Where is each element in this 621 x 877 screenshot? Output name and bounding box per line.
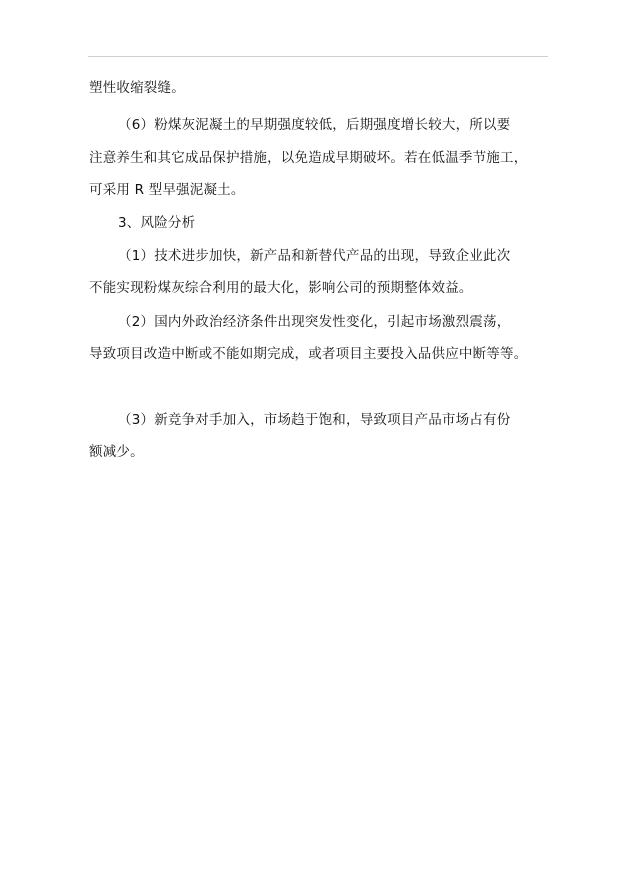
paragraph-line-9: 导致项目改造中断或不能如期完成，或者项目主要投入品供应中断等等。 xyxy=(89,346,528,362)
page-header-rule xyxy=(88,56,548,57)
paragraph-line-7: 不能实现粉煤灰综合利用的最大化，影响公司的预期整体效益。 xyxy=(89,280,473,296)
paragraph-line-1: 塑性收缩裂缝。 xyxy=(89,80,185,96)
paragraph-line-4: 可采用 R 型早强泥凝土。 xyxy=(89,182,245,198)
paragraph-line-11: 额减少。 xyxy=(89,444,144,460)
paragraph-line-6: （1）技术进步加快，新产品和新替代产品的出现，导致企业此次 xyxy=(118,248,511,264)
paragraph-line-3: 注意养生和其它成品保护措施，以免造成早期破坏。若在低温季节施工， xyxy=(89,150,528,166)
section-heading-risk-analysis: 3、风险分析 xyxy=(118,215,196,231)
paragraph-line-8: （2）国内外政治经济条件出现突发性变化，引起市场激烈震荡， xyxy=(118,314,511,330)
paragraph-line-2: （6）粉煤灰泥凝土的早期强度较低，后期强度增长较大，所以要 xyxy=(118,117,511,133)
paragraph-line-10: （3）新竞争对手加入，市场趋于饱和，导致项目产品市场占有份 xyxy=(118,412,511,428)
